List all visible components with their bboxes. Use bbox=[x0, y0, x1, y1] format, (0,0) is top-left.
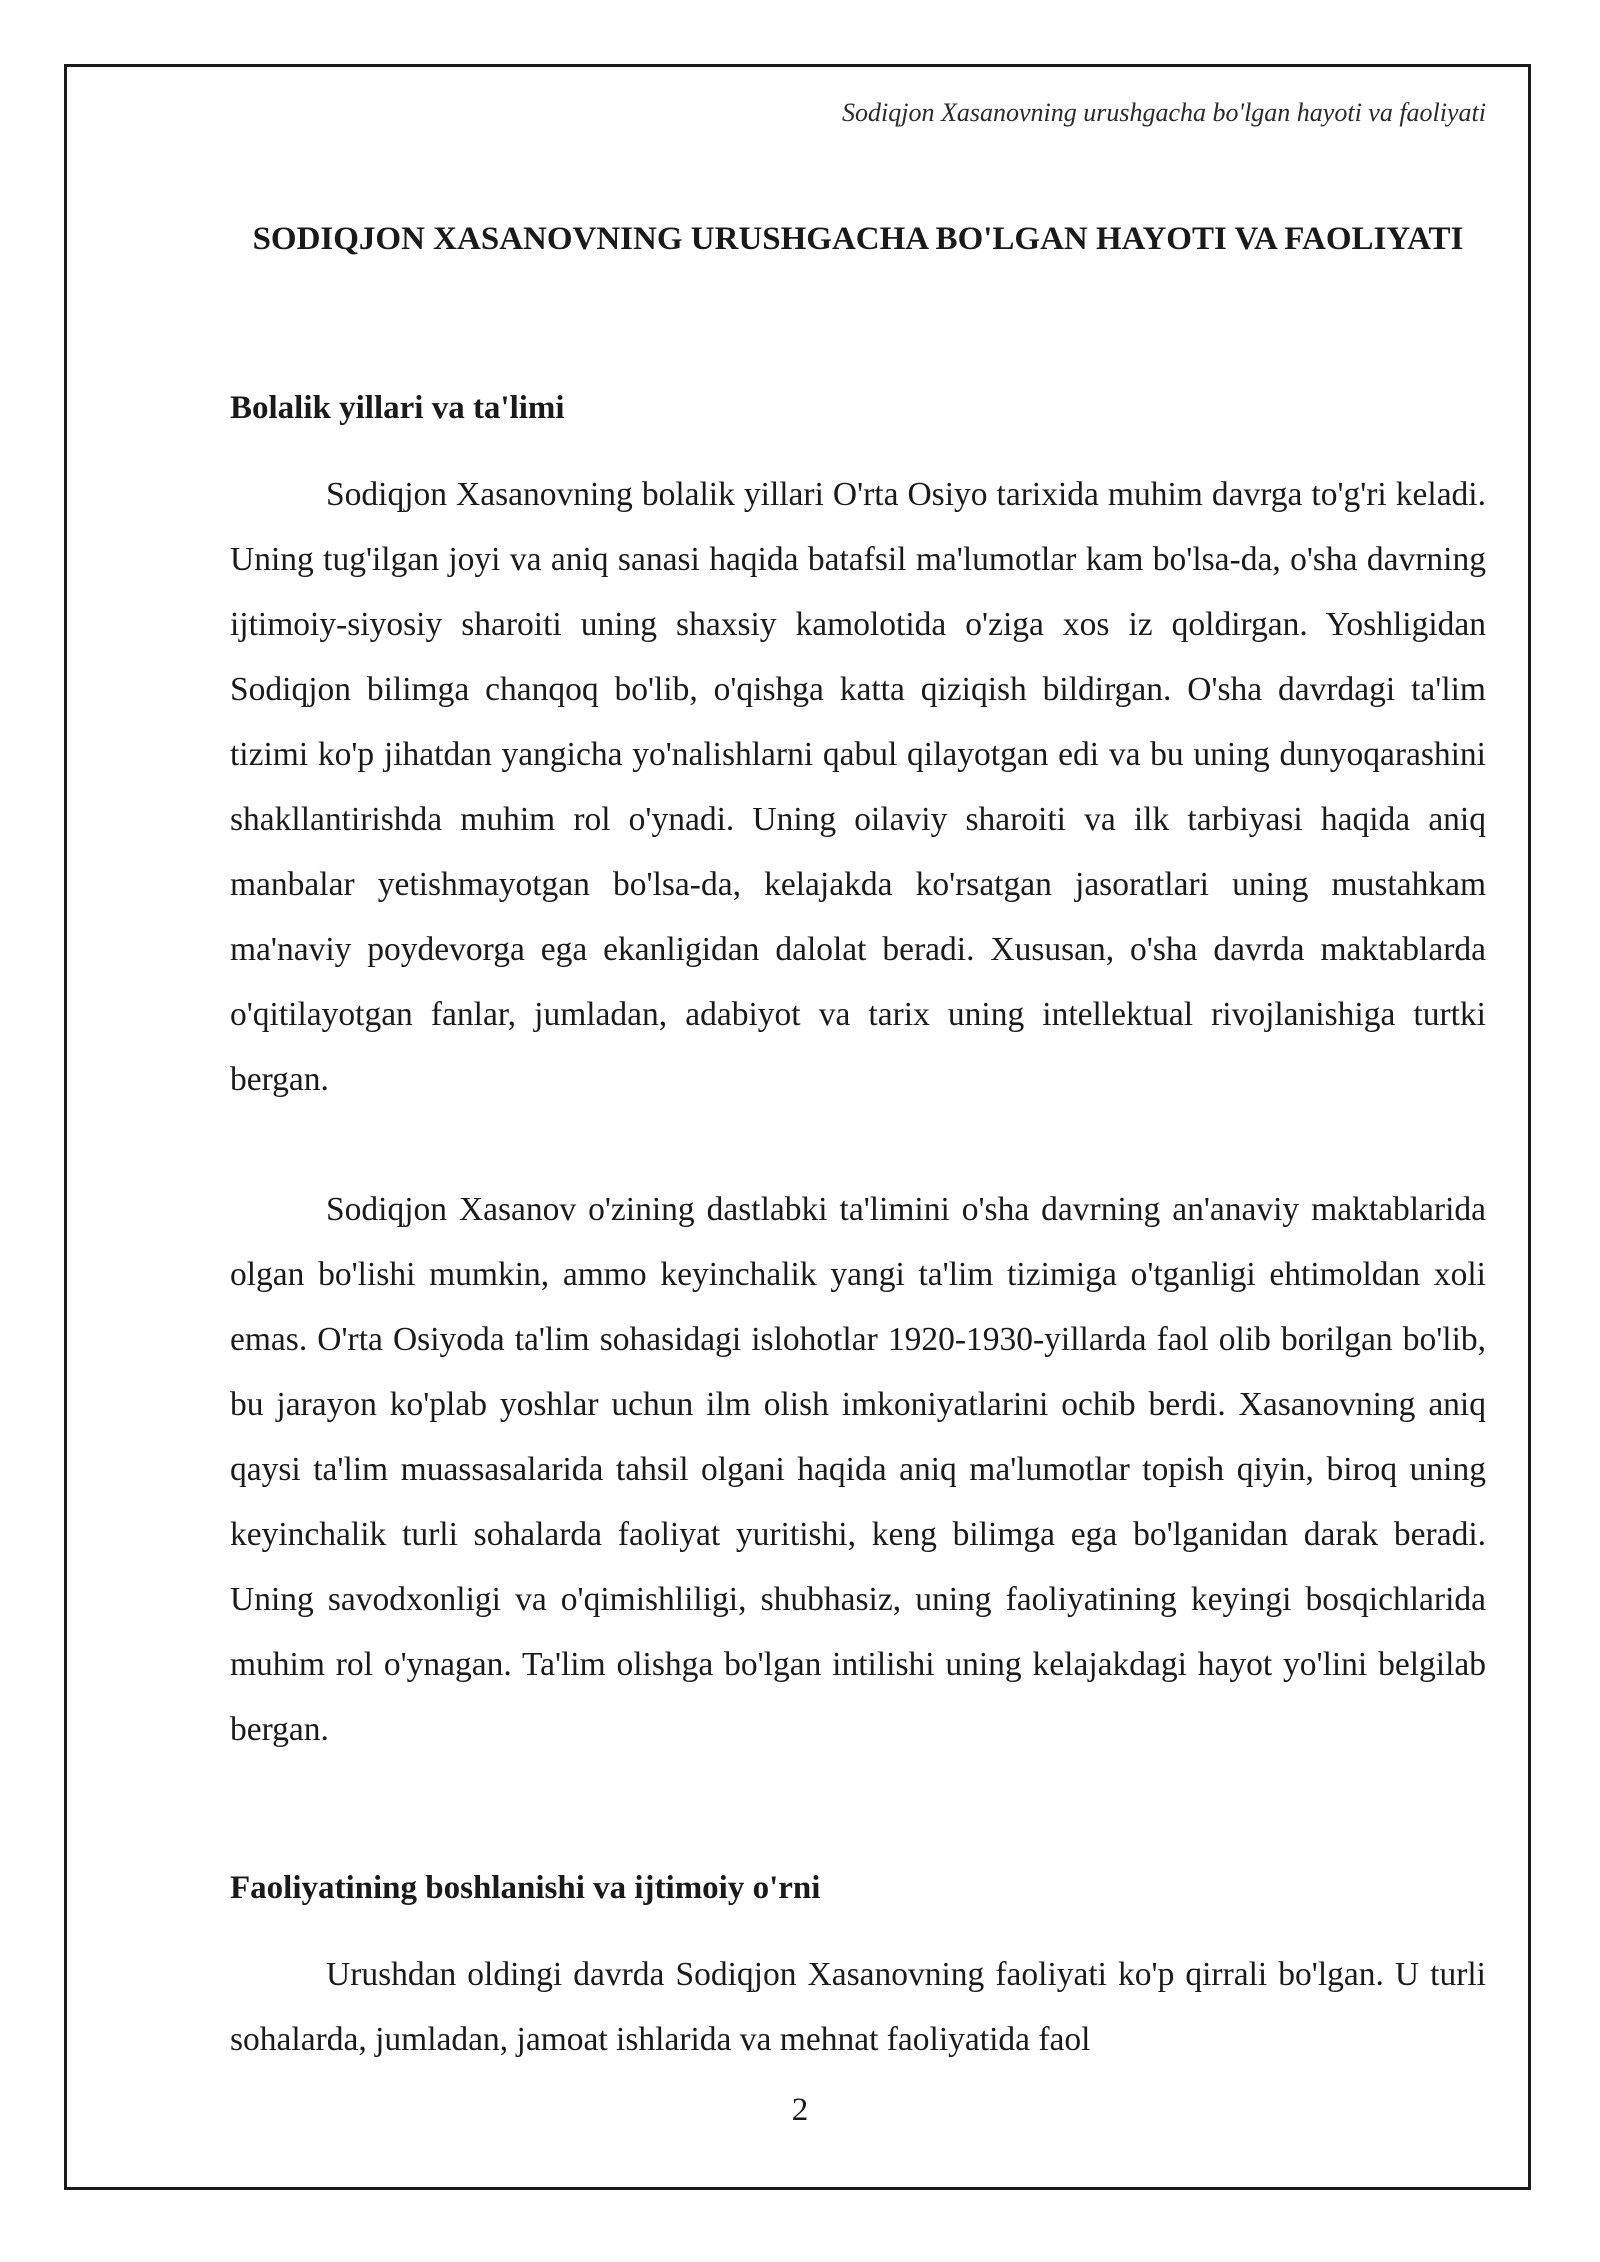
section-heading-childhood: Bolalik yillari va ta'limi bbox=[230, 390, 565, 426]
running-header: Sodiqjon Xasanovning urushgacha bo'lgan hayoti va faoliyati bbox=[842, 98, 1486, 127]
paragraph-childhood-1: Sodiqjon Xasanovning bolalik yillari O'rta Osiyo tarixida muhim davrga to'g'ri keladi. Uning tug'ilgan joyi va aniq sanasi haqida batafsil ma'lumotlar kam bo'lsa-da, o'sha davrning ijtimoiy-siyosiy sharoiti uning shaxsiy kamolotida o'ziga xos iz qoldirgan. Yoshligidan Sodiqjon bilimga chanqoq bo'lib, o'qishga katta qiziqish bildirgan. O'sha davrdagi ta'lim tizimi ko'p jihatdan yangicha yo'nalishlarni qabul qilayotgan edi va bu uning dunyoqarashini shakllantirishda muhim rol o'ynadi. Uning oilaviy sharoiti va ilk tarbiyasi haqida aniq manbalar yetishmayotgan bo'lsa-da, kelajakda ko'rsatgan jasoratlari uning mustahkam ma'naviy poydevorga ega ekanligidan dalolat beradi. Xususan, o'sha davrda maktablarda o'qitilayotgan fanlar, jumladan, adabiyot va tarix uning intellektual rivojlanishiga turtki bergan. bbox=[230, 476, 1486, 1098]
paragraph-activity-1: Urushdan oldingi davrda Sodiqjon Xasanovning faoliyati ko'p qirrali bo'lgan. U turli sohalarda, jumladan, jamoat ishlarida va mehnat faoliyatida faol bbox=[230, 1956, 1486, 2058]
page-number: 2 bbox=[791, 2092, 809, 2128]
section-heading-activity: Faoliyatining boshlanishi va ijtimoiy o'rni bbox=[230, 1870, 821, 1906]
document-title: SODIQJON XASANOVNING URUSHGACHA BO'LGAN HAYOTI VA FAOLIYATI bbox=[252, 221, 1464, 257]
paragraph-childhood-2: Sodiqjon Xasanov o'zining dastlabki ta'limini o'sha davrning an'anaviy maktablarida olgan bo'lishi mumkin, ammo keyinchalik yangi ta'lim tizimiga o'tganligi ehtimoldan xoli emas. O'rta Osiyoda ta'lim sohasidagi islohotlar 1920-1930-yillarda faol olib borilgan bo'lib, bu jarayon ko'plab yoshlar uchun ilm olish imkoniyatlarini ochib berdi. Xasanovning aniq qaysi ta'lim muassasalarida tahsil olgani haqida aniq ma'lumotlar topish qiyin, biroq uning keyinchalik turli sohalarda faoliyat yuritishi, keng bilimga ega bo'lganidan darak beradi. Uning savodxonligi va o'qimishliligi, shubhasiz, uning faoliyatining keyingi bosqichlarida muhim rol o'ynagan. Ta'lim olishga bo'lgan intilishi uning kelajakdagi hayot yo'lini belgilab bergan. bbox=[230, 1191, 1486, 1748]
